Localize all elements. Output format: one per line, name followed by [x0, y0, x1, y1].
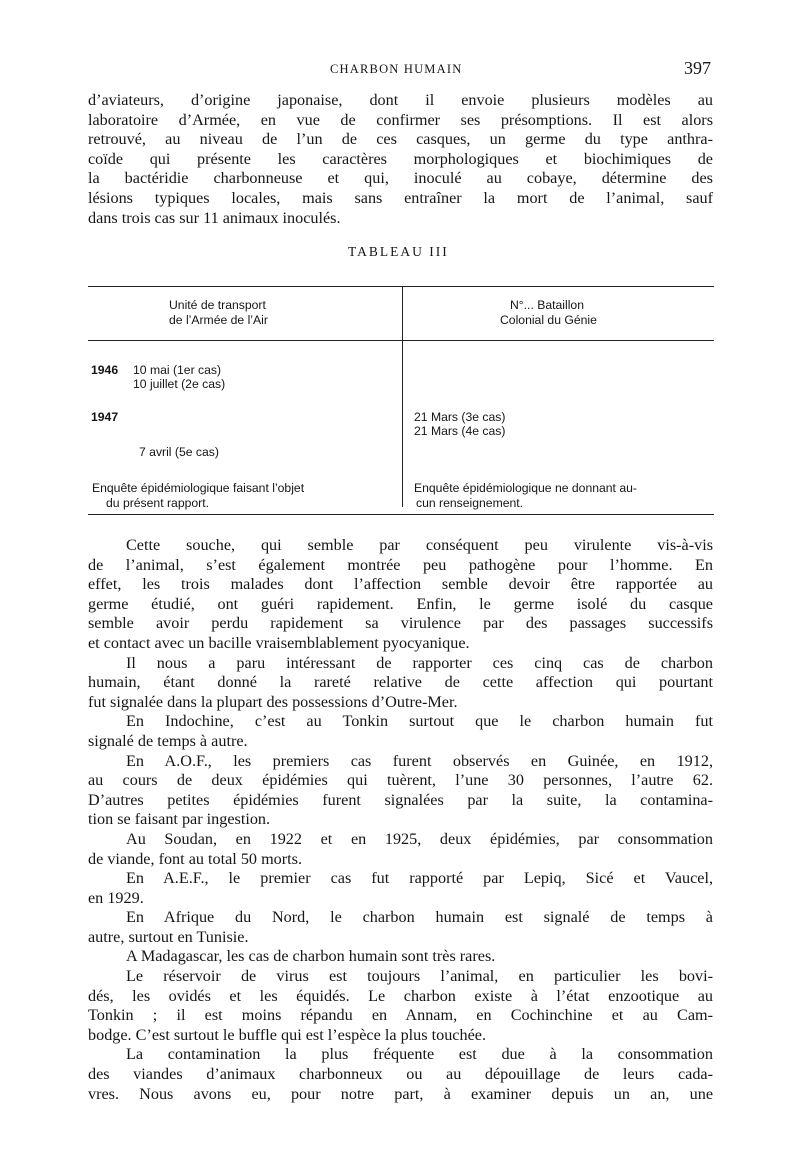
text-line: la bactéridie charbonneuse et qui, inoculé au cobaye, détermine des: [88, 169, 713, 188]
text-line: D’autres petites épidémies furent signalées par la suite, la contamina-: [88, 790, 713, 809]
text-line: germe étudié, ont guéri rapidement. Enfin, le germe isolé du casque: [88, 594, 713, 613]
text-line: fut signalée dans la plupart des possessions d’Outre-Mer.: [88, 692, 458, 711]
text-line: dés, les ovidés et les équidés. Le charbon existe à l’état enzootique au: [88, 986, 713, 1005]
text-line: A Madagascar, les cas de charbon humain sont très rares.: [126, 947, 496, 966]
text-line: La contamination la plus fréquente est due à la consommation: [126, 1045, 713, 1064]
text-line: vres. Nous avons eu, pour notre part, à examiner depuis un an, une: [88, 1084, 713, 1103]
col1-footer: Enquête épidémiologique faisant l’objet du présent rapport.: [92, 481, 305, 510]
text-line: Cette souche, qui semble par conséquent peu virulente vis-à-vis: [126, 536, 713, 554]
text-line: Tonkin ; il est moins répandu en Annam, en Cochinchine et au Cam-: [88, 1006, 713, 1025]
text-line: autre, surtout en Tunisie.: [88, 927, 249, 946]
text-line: bodge. C’est surtout le buffle qui est l’espèce la plus touchée.: [88, 1025, 486, 1044]
table-header-rule: [88, 340, 714, 341]
text-line: En A.O.F., les premiers cas furent observés en Guinée, en 1912,: [126, 751, 713, 770]
text-line: Au Soudan, en 1922 et en 1925, deux épidémies, par consommation: [126, 829, 713, 848]
text-line: humain, étant donné la rareté relative de cette affection qui pourtant: [88, 673, 713, 692]
text-line: au cours de deux épidémies qui tuèrent, l’une 30 personnes, l’autre 62.: [88, 771, 713, 790]
text-line: Le réservoir de virus est toujours l’animal, en particulier les bovi-: [126, 967, 713, 986]
text-line: en 1929.: [88, 888, 144, 907]
text-line: de l’animal, s’est également montrée peu pathogène pour l’homme. En: [88, 555, 713, 574]
text-line: signalé de temps à autre.: [88, 731, 248, 750]
page-number: 397: [684, 58, 711, 78]
body-text: [88, 536, 713, 1104]
text-line: laboratoire d’Armée, en vue de confirmer ses présomptions. Il est alors: [88, 110, 713, 129]
col2-header: N°... Bataillon Colonial du Génie: [500, 298, 597, 327]
year-1947: 1947: [91, 410, 119, 424]
text-line: Il nous a paru intéressant de rapporter ces cinq cas de charbon: [126, 653, 713, 672]
col1-header: Unité de transport de l’Armée de l’Air: [169, 298, 268, 327]
case-2: 10 juillet (2e cas): [133, 377, 226, 391]
text-line: dans trois cas sur 11 animaux inoculés.: [88, 208, 341, 227]
table-column-divider: [402, 287, 403, 507]
text-line: semble avoir perdu rapidement sa virulence par des passages successifs: [88, 614, 713, 633]
text-line: d’aviateurs, d’origine japonaise, dont il envoie plusieurs modèles au: [88, 91, 713, 109]
case-5: 7 avril (5e cas): [139, 445, 219, 459]
text-line: retrouvé, au niveau de l’un de ces casques, un germe du type anthra-: [88, 130, 713, 149]
case-1: 10 mai (1er cas): [133, 363, 222, 377]
table-bottom-rule: [88, 514, 714, 515]
running-title: CHARBON HUMAIN: [330, 62, 463, 76]
text-line: tion se faisant par ingestion.: [88, 810, 271, 829]
intro-paragraph: [88, 91, 713, 228]
text-line: et contact avec un bacille vraisemblablement pyocyanique.: [88, 633, 470, 652]
text-line: effet, les trois malades dont l’affection semble devoir être rapportée au: [88, 575, 713, 594]
case-4: 21 Mars (4e cas): [414, 424, 506, 438]
text-line: En A.E.F., le premier cas fut rapporté par Lepiq, Sicé et Vaucel,: [126, 869, 713, 888]
case-3: 21 Mars (3e cas): [414, 410, 506, 424]
text-line: des viandes d’animaux charbonneux ou au dépouillage de leurs cada-: [88, 1065, 713, 1084]
col2-footer: Enquête épidémiologique ne donnant au- cun renseignement.: [414, 481, 637, 510]
text-line: lésions typiques locales, mais sans entraîner la mort de l’animal, sauf: [88, 188, 713, 207]
text-line: coïde qui présente les caractères morphologiques et biochimiques de: [88, 149, 713, 168]
table-caption: TABLEAU III: [348, 244, 449, 259]
text-line: En Afrique du Nord, le charbon humain est signalé de temps à: [126, 908, 713, 927]
text-line: En Indochine, c’est au Tonkin surtout que le charbon humain fut: [126, 712, 713, 731]
table-top-rule: [88, 286, 714, 287]
text-line: de viande, font au total 50 morts.: [88, 849, 302, 868]
year-1946: 1946: [91, 363, 119, 377]
